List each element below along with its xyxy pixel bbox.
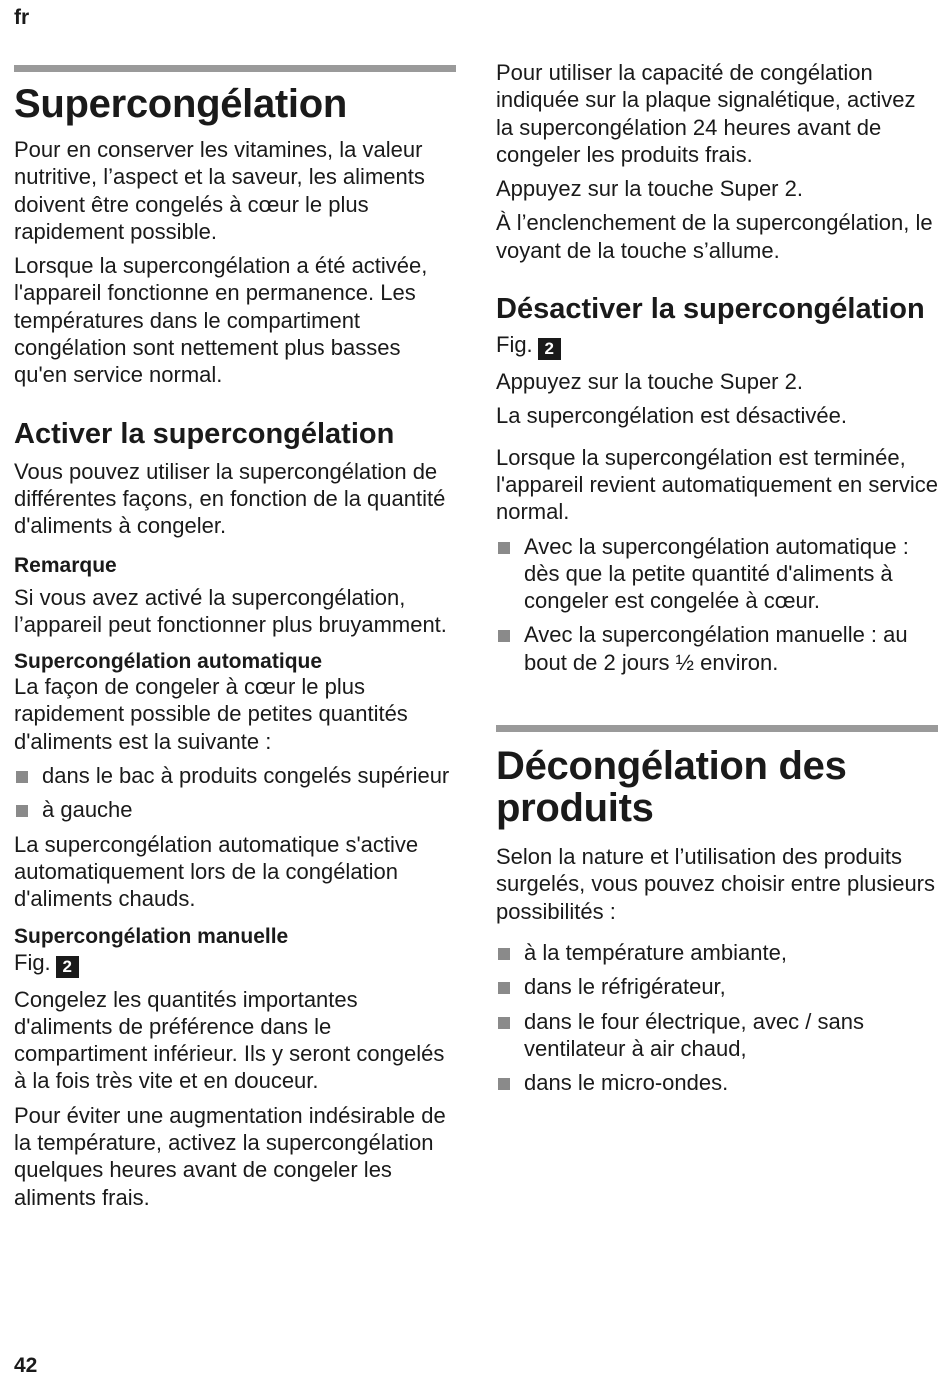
list-item: dans le bac à produits congelés supérieur — [14, 762, 456, 789]
heading-auto: Supercongélation automatique — [14, 650, 323, 674]
left-column — [14, 0, 456, 1211]
heading-activer: Activer la supercongélation — [14, 417, 395, 450]
heading-remarque: Remarque — [14, 553, 117, 577]
bullet-square-icon — [498, 542, 510, 554]
intro-paragraph-1: Pour en conserver les vitamines, la valeur nutritive, l’aspect et la saveur, les aliments doivent être congelés à cœur le plus rapidement possible. — [14, 137, 425, 244]
auto-list — [14, 762, 456, 824]
section-rule — [14, 65, 456, 72]
thaw-paragraph: Selon la nature et l’utilisation des produits surgelés, vous pouvez choisir entre plusieurs possibilités : — [496, 844, 936, 924]
section-title-supercongelation: Supercongélation — [14, 82, 348, 126]
thaw-list — [496, 939, 938, 1096]
deactivated-paragraph: La supercongélation est désactivée. — [496, 403, 848, 429]
bullet-square-icon — [498, 982, 510, 994]
list-item: à la température ambiante, — [496, 939, 938, 966]
auto-paragraph: La façon de congeler à cœur le plus rapidement possible de petites quantités d'aliments est la suivante : — [14, 674, 408, 754]
bullet-square-icon — [16, 805, 28, 817]
fig-label: Fig. — [14, 949, 51, 975]
manual-paragraph-2: Pour éviter une augmentation indésirable de la température, activez la supercongélation quelques heures avant de congeler les aliments frais. — [14, 1102, 446, 1210]
capacity-paragraph: Pour utiliser la capacité de congélation indiquée sur la plaque signalétique, activez la supercongélation 24 heures avant de congeler les produits frais. — [496, 60, 916, 167]
press-super-2-paragraph: Appuyez sur la touche Super 2. — [496, 369, 803, 395]
section-title-decongelation: Décongélation des produits — [496, 744, 847, 831]
list-item: Avec la supercongélation automatique : dès que la petite quantité d'aliments à congeler est congelée à cœur. — [496, 533, 938, 615]
activate-paragraph: Vous pouvez utiliser la supercongélation de différentes façons, en fonction de la quantité d'aliments à congeler. — [14, 458, 446, 539]
list-item: à gauche — [14, 796, 456, 823]
figure-number-badge: 2 — [538, 338, 561, 360]
heading-desactiver: Désactiver la supercongélation — [496, 293, 925, 326]
bullet-square-icon — [498, 630, 510, 642]
on-paragraph: À l’enclenchement de la supercongélation, le voyant de la touche s’allume. — [496, 210, 933, 263]
section-rule — [496, 725, 938, 732]
figure-number-badge: 2 — [56, 956, 79, 978]
right-column — [496, 0, 938, 1096]
remark-paragraph: Si vous avez activé la supercongélation, l’appareil peut fonctionner plus bruyamment. — [14, 584, 447, 637]
list-item: Avec la supercongélation manuelle : au bout de 2 jours ½ environ. — [496, 621, 938, 676]
finished-list — [496, 533, 938, 676]
bullet-square-icon — [498, 1078, 510, 1090]
finished-paragraph: Lorsque la supercongélation est terminée, l'appareil revient automatiquement en service normal. — [496, 444, 938, 525]
list-item: dans le four électrique, avec / sans ventilateur à air chaud, — [496, 1008, 938, 1063]
figure-reference — [496, 331, 938, 360]
bullet-square-icon — [498, 948, 510, 960]
page-number: 42 — [14, 1354, 38, 1377]
intro-paragraph-2: Lorsque la supercongélation a été activée, l'appareil fonctionne en permanence. Les températures dans le compartiment congélation sont nettement plus basses qu'en service normal. — [14, 253, 428, 388]
press-super-paragraph: Appuyez sur la touche Super 2. — [496, 176, 803, 202]
bullet-square-icon — [498, 1017, 510, 1029]
list-item: dans le micro-ondes. — [496, 1069, 938, 1096]
bullet-square-icon — [16, 771, 28, 783]
language-label: fr — [14, 6, 30, 29]
fig-label: Fig. — [496, 332, 533, 358]
auto-after-paragraph: La supercongélation automatique s'active automatiquement lors de la congélation d'aliments chauds. — [14, 831, 419, 912]
manual-paragraph-1: Congelez les quantités importantes d'aliments de préférence dans le compartiment inférieur. Ils y seront congelés à la fois très vite et en douceur. — [14, 986, 445, 1094]
list-item: dans le réfrigérateur, — [496, 973, 938, 1000]
heading-manuelle: Supercongélation manuelle — [14, 924, 289, 948]
figure-reference — [14, 949, 456, 978]
